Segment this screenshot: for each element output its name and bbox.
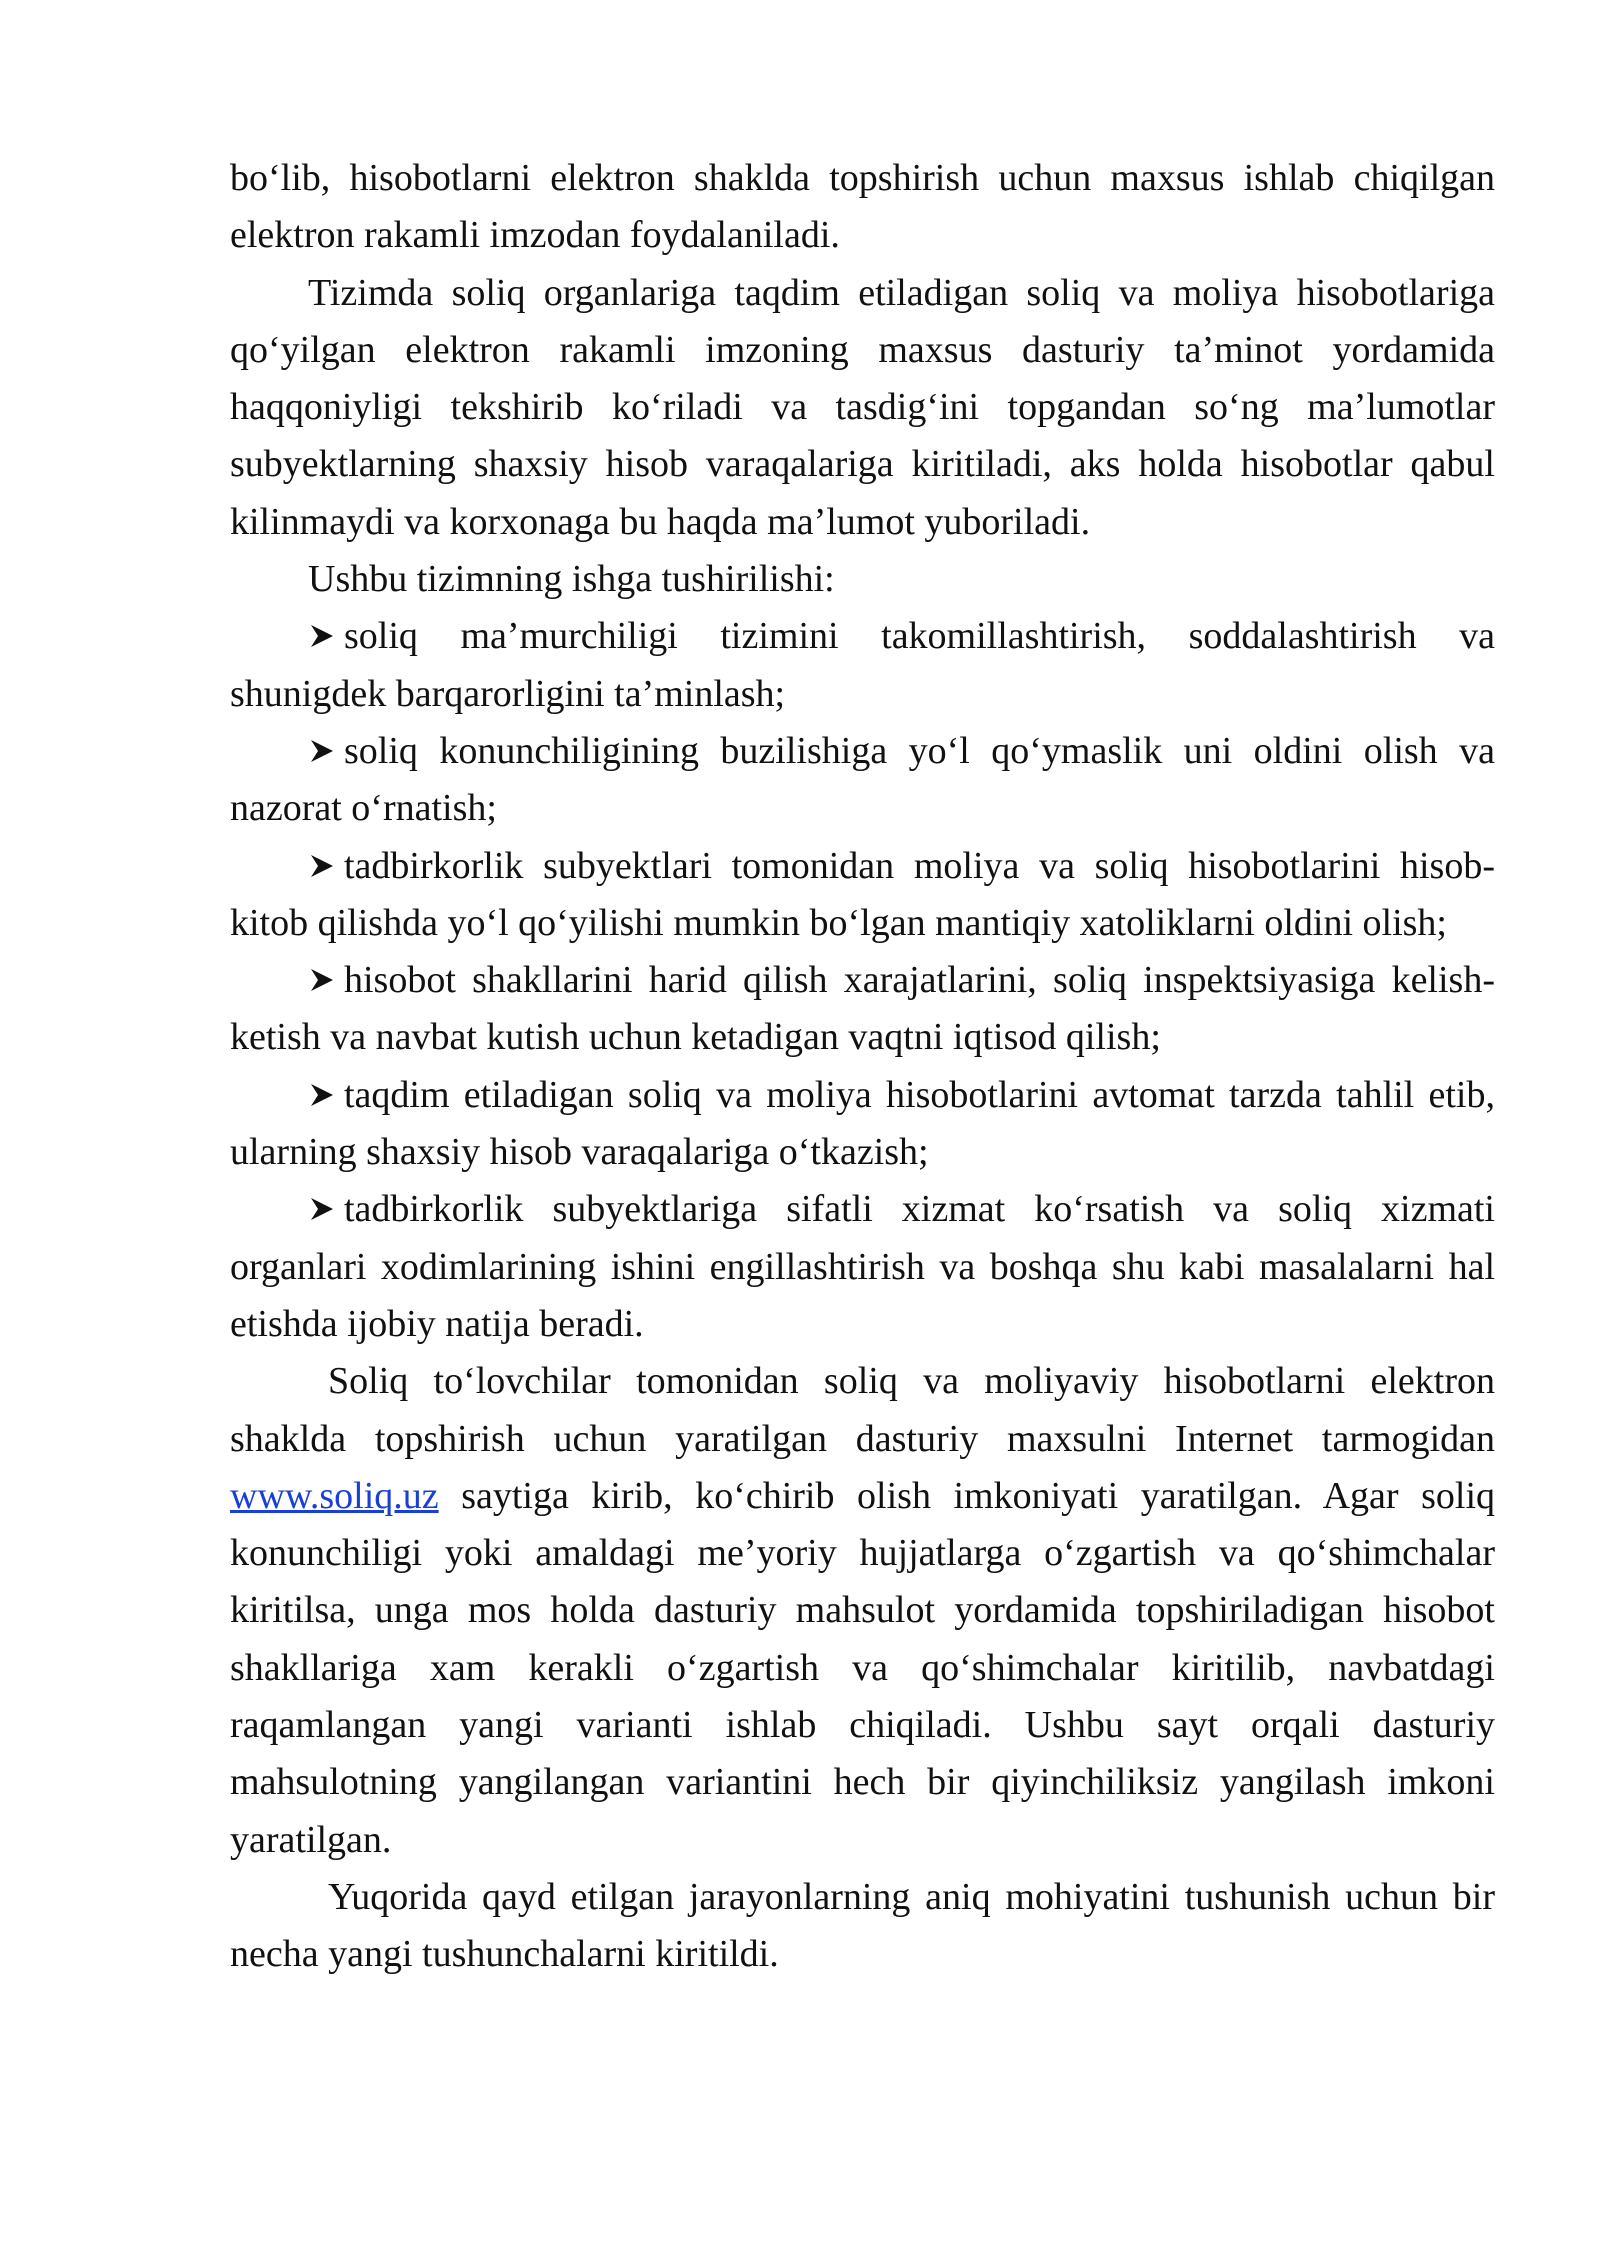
paragraph-continuation: bo‘lib, hisobotlarni elektron shaklda topshirish uchun maxsus ishlab chiqilgan elektron rakamli imzodan foydalaniladi.	[230, 157, 1495, 257]
paragraph-conclusion: Yuqorida qayd etilgan jarayonlarning aniq mohiyatini tushunish uchun bir necha yangi tushunchalarni kiritildi.	[230, 1875, 1495, 1976]
paragraph-website	[230, 1353, 1495, 1869]
arrowhead-bullet-icon	[308, 1067, 344, 1124]
paragraph-list-intro: Ushbu tizimning ishga tushirilishi:	[308, 558, 835, 601]
bullet-text: tadbirkorlik subyektlari tomonidan moliya va soliq hisobotlarini hisob- kitob qilishda yo‘l qo‘yilishi mumkin bo‘lgan mantiqiy xatoliklarni oldini olish;	[230, 844, 1495, 944]
bullet-item	[230, 952, 1495, 1067]
paragraph-website-text-before: Soliq to‘lovchilar tomonidan soliq va moliyaviy hisobotlarni elektron shaklda topshirish uchun yaratilgan dasturiy maxsulni Internet tarmogidan	[230, 1360, 1495, 1460]
bullet-text: taqdim etiladigan soliq va moliya hisobotlarini avtomat tarzda tahlil etib, ularning shaxsiy hisob varaqalariga o‘tkazish;	[230, 1073, 1495, 1174]
paragraph-website-text-after: saytiga kirib, ko‘chirib olish imkoniyati yaratilgan. Agar soliq konunchiligi yoki amaldagi me’yoriy hujjatlarga o‘zgartish va qo‘shimchalar kiritilsa, unga mos holda dasturiy mahsulot yordamida topshiriladigan hisobot shakllariga xam kerakli o‘zgartish va qo‘shimchalar kiritilib, navbatdagi raqamlangan yangi varianti ishlab chiqiladi. Ushbu sayt orqali dasturiy mahsulotning yangilangan variantini hech bir qiyinchiliksiz yangilash imkoni yaratilgan.	[230, 1474, 1495, 1861]
bullet-item	[230, 1067, 1495, 1182]
soliq-website-link[interactable]: www.soliq.uz	[230, 1474, 439, 1517]
arrowhead-bullet-icon	[308, 952, 344, 1009]
bullet-item	[230, 1181, 1495, 1353]
paragraph-system-verification: Tizimda soliq organlariga taqdim etiladigan soliq va moliya hisobotlariga qo‘yilgan elektron rakamli imzoning maxsus dasturiy ta’minot yordamida haqqoniyligi tekshirib ko‘riladi va tasdig‘ini topgandan so‘ng ma’lumotlar subyektlarning shaxsiy hisob varaqalariga kiritiladi, aks holda hisobotlar qabul kilinmaydi va korxonaga bu haqda ma’lumot yuboriladi.	[230, 271, 1495, 543]
arrowhead-bullet-icon	[308, 608, 344, 665]
bullet-text: tadbirkorlik subyektlariga sifatli xizmat ko‘rsatish va soliq xizmati organlari xodimlarining ishini engillashtirish va boshqa shu kabi masalalarni hal etishda ijobiy natija beradi.	[230, 1188, 1495, 1345]
arrowhead-bullet-icon	[308, 723, 344, 780]
bullet-text: soliq ma’murchiligi tizimini takomillashtirish, soddalashtirish va shunigdek barqarorligini ta’minlash;	[230, 615, 1495, 715]
document-body	[230, 150, 1495, 1984]
bullet-text: soliq konunchiligining buzilishiga yo‘l qo‘ymaslik uni oldini olish va nazorat o‘rnatish;	[230, 729, 1495, 830]
bullet-item	[230, 723, 1495, 838]
arrowhead-bullet-icon	[308, 838, 344, 895]
bullet-item	[230, 838, 1495, 953]
arrowhead-bullet-icon	[308, 1181, 344, 1238]
bullet-item	[230, 608, 1495, 723]
bullet-text: hisobot shakllarini harid qilish xarajatlarini, soliq inspektsiyasiga kelish-ketish va navbat kutish uchun ketadigan vaqtni iqtisod qilish;	[230, 959, 1495, 1059]
